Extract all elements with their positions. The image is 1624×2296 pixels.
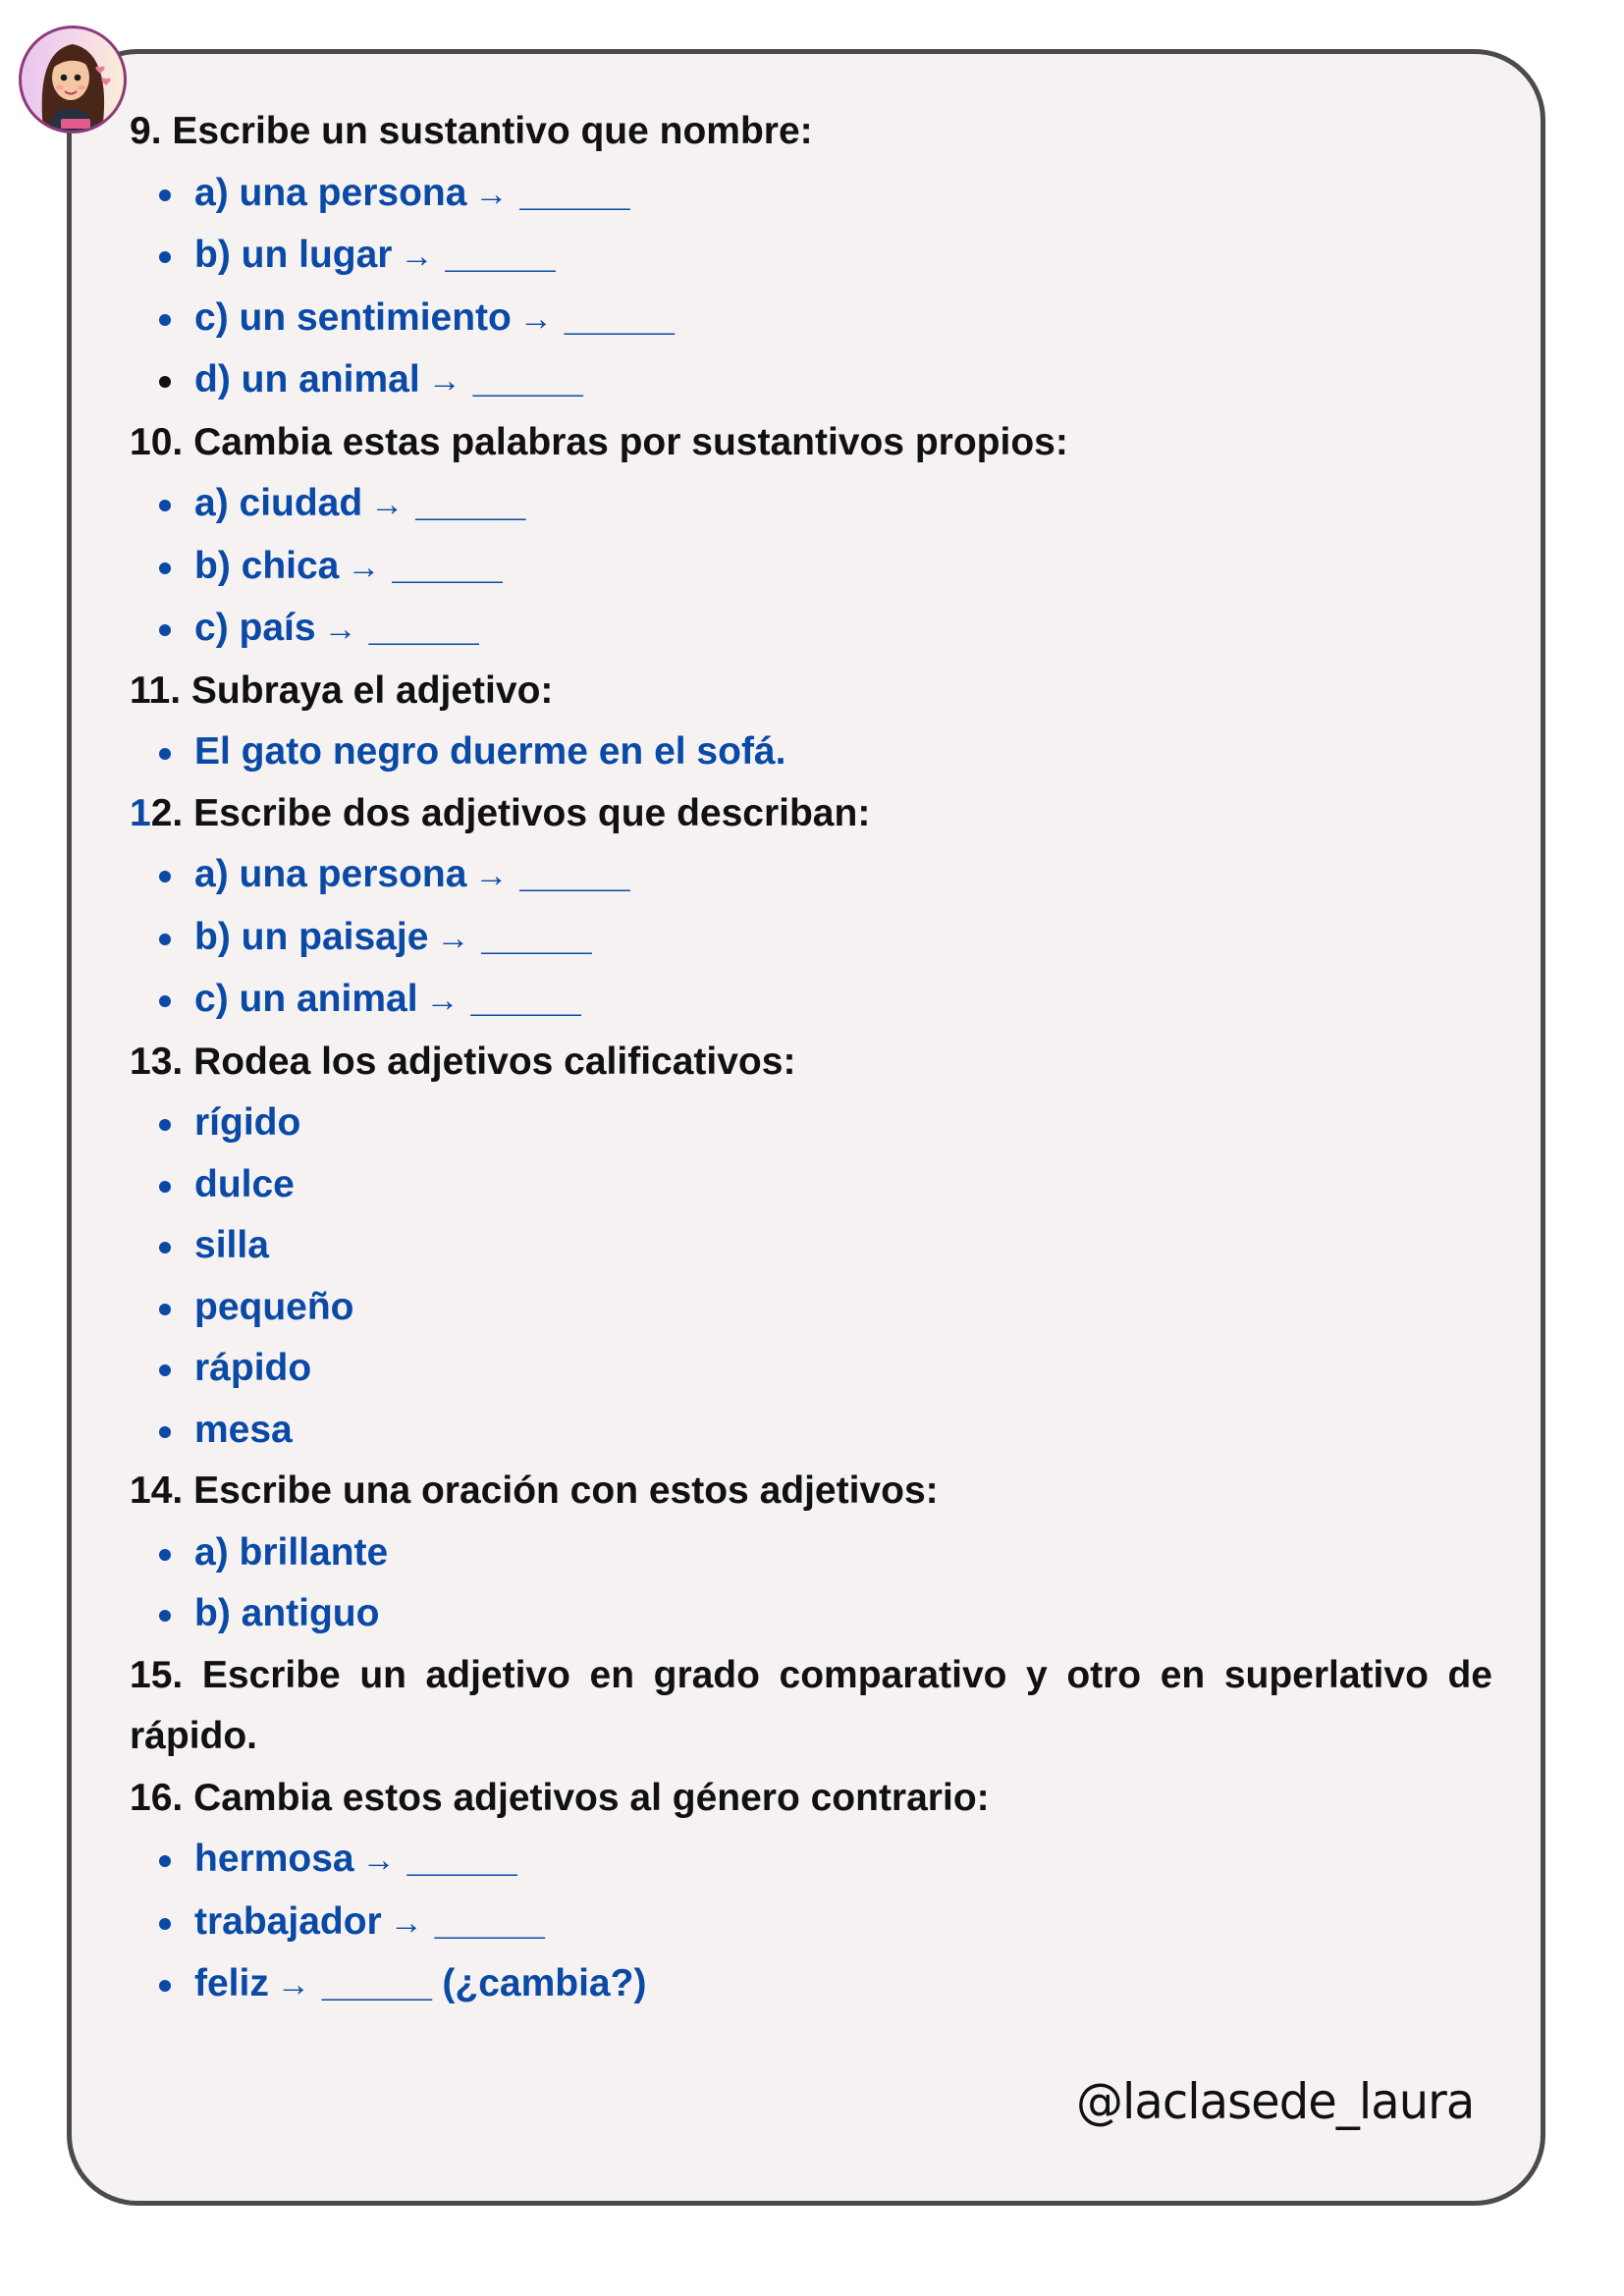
list-item [130,1277,1492,1339]
arrow-right-icon: → [323,611,357,648]
bullet-icon [159,562,171,574]
bullet-icon [159,1304,171,1315]
exercise-title: Escribe dos adjetivos que describan: [193,791,871,834]
bullet-icon [159,1242,171,1254]
bullet-icon [159,1980,171,1992]
answer-blank[interactable]: ______ [406,1838,514,1880]
avatar-logo [19,26,127,133]
arrow-right-icon: → [518,299,553,338]
list-item [130,225,1492,288]
list-item [130,1093,1492,1154]
item-text: pequeño [194,1285,354,1328]
arrow-right-icon: → [276,1966,310,2003]
arrow-right-icon: → [389,1903,423,1942]
item-text: b) antiguo [194,1592,380,1634]
item-text: b) un lugar [194,234,393,276]
item-text: dulce [194,1162,295,1205]
list-item [130,721,1492,783]
exercise-number: 10. [130,420,184,463]
answer-blank[interactable]: ______ [519,853,626,895]
item-text: a) ciudad [194,482,363,524]
list-item [130,1400,1492,1462]
arrow-right-icon: → [347,548,381,586]
exercise-title: Rodea los adjetivos calificativos: [193,1040,796,1083]
exercise-number: 14. [130,1469,184,1512]
item-text: a) brillante [194,1530,389,1574]
list-item [130,1953,1492,2016]
list-item [130,163,1492,226]
exercise-number-first-digit: 1 [130,791,151,834]
list-item [130,844,1492,907]
item-text: hermosa [194,1838,354,1880]
answer-blank[interactable]: ______ [470,978,578,1020]
signature-handle: @laclasede_laura [1076,2073,1475,2130]
list-item [130,1583,1492,1645]
exercise-14 [130,1461,1492,1645]
item-text: c) un animal [194,978,418,1020]
exercise-number: 11. [130,668,182,712]
list-item [130,1892,1492,1954]
item-text: c) un sentimiento [194,295,512,339]
exercise-number: 2. [150,791,184,834]
item-text: feliz [194,1962,269,2004]
arrow-right-icon: → [370,486,405,523]
bullet-icon [159,748,171,760]
bullet-icon [159,1549,171,1561]
arrow-right-icon: → [474,857,509,894]
list-item [130,349,1492,412]
list-item [130,969,1492,1032]
exercise-number: 16. [130,1776,184,1819]
list-item [130,907,1492,970]
bullet-icon [159,624,171,636]
item-text: b) un paisaje [194,915,429,958]
exercise-heading [130,101,1492,163]
exercise-heading [130,661,1492,722]
bullet-icon [159,1918,171,1930]
exercise-15 [130,1645,1492,1768]
answer-blank[interactable]: ______ [564,295,672,339]
arrow-right-icon: → [436,919,470,957]
answer-blank[interactable]: ______ [321,1962,429,2004]
exercise-12 [130,783,1492,1032]
item-text: silla [194,1224,269,1266]
item-text: trabajador [194,1899,382,1943]
arrow-right-icon: → [427,362,461,400]
exercise-title: Cambia estas palabras por sustantivos propios: [193,420,1068,463]
item-text: rápido [194,1347,312,1389]
avatar-illustration [22,28,124,131]
item-suffix: (¿cambia?) [442,1962,647,2004]
bullet-icon [159,314,171,326]
exercise-9 [130,101,1492,412]
item-text: c) país [194,607,316,649]
item-text: d) un animal [194,358,420,400]
exercise-heading [130,412,1492,474]
item-text: El gato negro duerme en el sofá. [194,730,786,773]
list-item [130,598,1492,661]
bullet-icon [159,934,171,945]
answer-blank[interactable]: ______ [434,1899,542,1943]
exercise-list [130,101,1492,2016]
list-item [130,1829,1492,1892]
exercise-heading [130,783,1492,845]
answer-blank[interactable]: ______ [368,607,476,649]
exercise-number: 9. [130,110,162,152]
bullet-icon [159,995,171,1007]
answer-blank[interactable]: ______ [481,915,588,958]
list-item [130,1522,1492,1584]
answer-blank[interactable]: ______ [445,234,553,276]
exercise-title: Escribe una oración con estos adjetivos: [193,1469,939,1512]
arrow-right-icon: → [400,238,434,275]
bullet-icon [159,871,171,882]
answer-blank[interactable]: ______ [519,171,626,214]
bullet-icon [159,1119,171,1131]
item-text: a) una persona [194,171,467,214]
list-item [130,1154,1492,1216]
arrow-right-icon: → [474,175,509,213]
arrow-right-icon: → [425,982,460,1019]
exercise-11 [130,661,1492,783]
answer-blank[interactable]: ______ [472,358,580,400]
exercise-title: Subraya el adjetivo: [190,668,554,712]
exercise-heading [130,1461,1492,1522]
bullet-icon [159,1181,171,1193]
list-item [130,536,1492,599]
bullet-icon [159,189,171,201]
arrow-right-icon: → [361,1842,396,1879]
answer-blank[interactable]: ______ [392,544,499,587]
exercise-number: 13. [130,1040,184,1083]
bullet-icon [159,1364,171,1376]
exercise-title: Escribe un sustantivo que nombre: [172,110,813,152]
item-text: b) chica [194,544,340,587]
list-item [130,288,1492,350]
exercise-heading [130,1032,1492,1094]
list-item [130,1215,1492,1277]
bullet-icon [159,1426,171,1438]
exercise-10 [130,412,1492,661]
exercise-heading [130,1768,1492,1830]
exercise-title: Cambia estos adjetivos al género contrario: [193,1776,990,1819]
exercise-title: Escribe un adjetivo en grado comparativo y otro en superlativo de rápido. [130,1653,1492,1757]
exercise-heading [130,1645,1492,1768]
item-text: mesa [194,1408,293,1451]
exercise-13 [130,1032,1492,1462]
bullet-icon [159,251,171,263]
bullet-icon [159,1855,171,1867]
bullet-icon [159,376,171,388]
exercise-16 [130,1768,1492,2016]
bullet-icon [159,500,171,511]
item-text: a) una persona [194,853,467,895]
list-item [130,473,1492,536]
item-text: rígido [194,1101,301,1144]
list-item [130,1338,1492,1400]
bullet-icon [159,1610,171,1622]
answer-blank[interactable]: ______ [415,482,522,524]
exercise-number: 15. [130,1653,184,1696]
